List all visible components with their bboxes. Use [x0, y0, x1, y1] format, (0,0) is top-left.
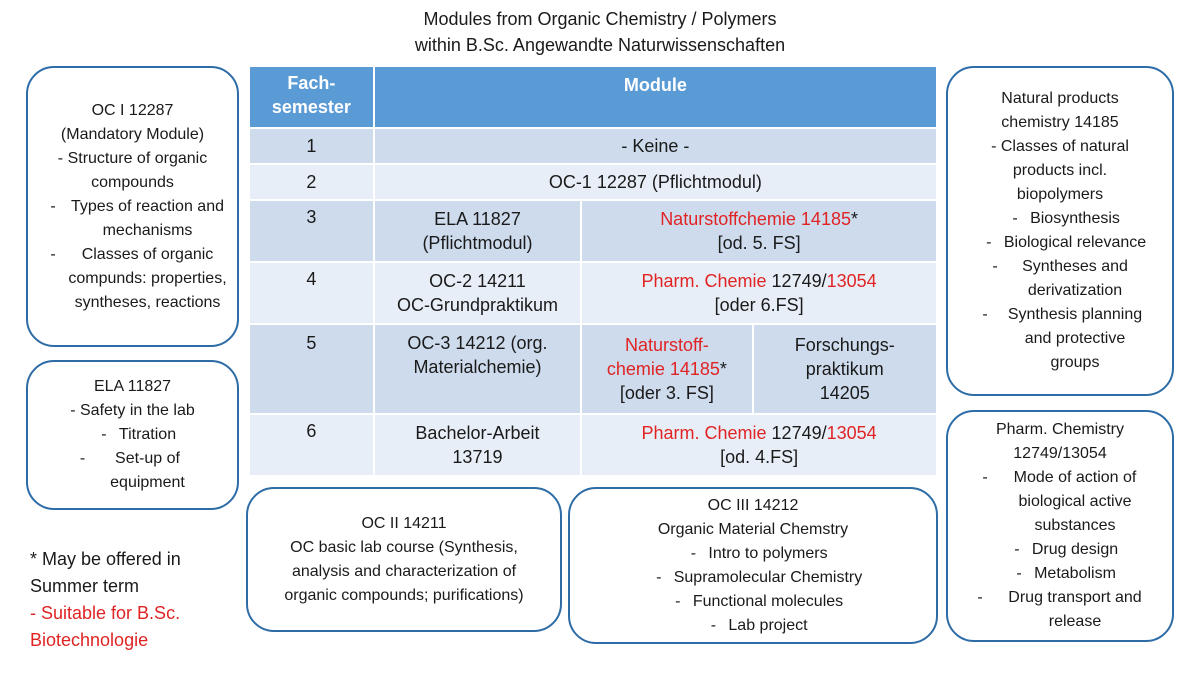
semester-cell: 3 — [249, 200, 374, 262]
semester-cell: 5 — [249, 324, 374, 414]
pharm-title: 12749/13054 — [1013, 445, 1107, 462]
module-cell: Naturstoffchemie 14185* [od. 5. FS] — [581, 200, 937, 262]
module-cell: OC-3 14212 (org. Materialchemie) — [374, 324, 581, 414]
oc3-bullet: - Supramolecular Chemistry — [656, 568, 863, 586]
module-table — [248, 65, 938, 477]
natural-line: products incl. — [1012, 162, 1108, 179]
oc2-line: analysis and characterization of — [291, 562, 517, 580]
ela-bullet: - Titration — [101, 426, 177, 443]
natural-bullet: - Synthesis planning and protective groups — [982, 306, 1143, 371]
module-cell: ELA 11827 (Pflichtmodul) — [374, 200, 581, 262]
header-semester: Fach- semester — [249, 66, 374, 128]
semester-cell: 4 — [249, 262, 374, 324]
natural-bullet: - Syntheses and derivatization — [992, 258, 1128, 299]
pharm-bullet: - Metabolism — [1016, 565, 1116, 582]
footnote — [30, 546, 240, 654]
title-line-2: within B.Sc. Angewandte Naturwissenschaften — [414, 35, 786, 55]
oc1-line: - Structure of organic — [57, 149, 208, 167]
oc3-subtitle: Organic Material Chemstry — [657, 520, 849, 538]
oc1-bullet: - Types of reaction and mechanisms — [50, 197, 224, 239]
ela-box — [26, 360, 239, 510]
module-cell: Pharm. Chemie 12749/13054 [oder 6.FS] — [581, 262, 937, 324]
table-row — [249, 200, 937, 262]
module-cell: OC-2 14211 OC-Grundpraktikum — [374, 262, 581, 324]
natural-line: - Classes of natural — [991, 138, 1129, 155]
oc2-title: OC II 14211 — [361, 514, 447, 532]
module-cell: - Keine - — [374, 128, 937, 164]
natural-bullet: - Biological relevance — [986, 234, 1147, 251]
module-cell: Naturstoff- chemie 14185* [oder 3. FS] — [581, 324, 752, 414]
oc3-bullet: - Lab project — [710, 616, 808, 634]
footnote-line-red: - Suitable for B.Sc. — [30, 603, 181, 623]
natural-title: chemistry 14185 — [1001, 114, 1119, 131]
oc1-line: compounds — [91, 173, 174, 191]
ela-line: - Safety in the lab — [70, 402, 195, 419]
pharm-bullet: - Mode of action of biological active substances — [982, 469, 1137, 534]
table-row — [249, 414, 937, 476]
semester-cell: 6 — [249, 414, 374, 476]
footnote-line-red: Biotechnologie — [30, 630, 149, 650]
table-row — [249, 164, 937, 200]
oc1-subtitle: (Mandatory Module) — [60, 125, 205, 143]
table-row — [249, 324, 937, 414]
oc1-bullet: - Classes of organic compunds: properties, syntheses, reactions — [50, 245, 227, 311]
header-module: Module — [374, 66, 937, 128]
table-row — [249, 128, 937, 164]
page-title — [300, 6, 900, 58]
table-header-row — [249, 66, 937, 128]
semester-cell: 1 — [249, 128, 374, 164]
oc3-title: OC III 14212 — [707, 496, 799, 514]
oc1-box — [26, 66, 239, 347]
natural-title: Natural products — [1001, 90, 1119, 107]
natural-line: biopolymers — [1016, 186, 1104, 203]
footnote-line: * May be offered in — [30, 549, 181, 569]
oc3-bullet: - Functional molecules — [675, 592, 844, 610]
oc2-line: OC basic lab course (Synthesis, — [290, 538, 518, 556]
pharm-title: Pharm. Chemistry — [995, 421, 1125, 438]
ela-title: ELA 11827 — [93, 378, 172, 395]
natural-bullet: - Biosynthesis — [1012, 210, 1120, 227]
oc2-box — [246, 487, 562, 632]
ela-bullet: - Set-up of equipment — [79, 450, 185, 491]
module-cell: Forschungs- praktikum 14205 — [753, 324, 937, 414]
oc2-line: organic compounds; purifications) — [284, 586, 524, 604]
module-cell: Bachelor-Arbeit 13719 — [374, 414, 581, 476]
pharm-bullet: - Drug design — [1014, 541, 1119, 558]
semester-cell: 2 — [249, 164, 374, 200]
natural-products-box — [946, 66, 1174, 396]
oc3-bullet: - Intro to polymers — [690, 544, 828, 562]
oc1-title: OC I 12287 — [91, 101, 174, 119]
module-cell: Pharm. Chemie 12749/13054 [od. 4.FS] — [581, 414, 937, 476]
pharm-bullet: - Drug transport and release — [977, 589, 1142, 630]
oc3-box — [568, 487, 938, 644]
module-cell: OC-1 12287 (Pflichtmodul) — [374, 164, 937, 200]
table-row — [249, 262, 937, 324]
footnote-line: Summer term — [30, 576, 140, 596]
pharm-chemistry-box — [946, 410, 1174, 642]
title-line-1: Modules from Organic Chemistry / Polymers — [423, 9, 777, 29]
